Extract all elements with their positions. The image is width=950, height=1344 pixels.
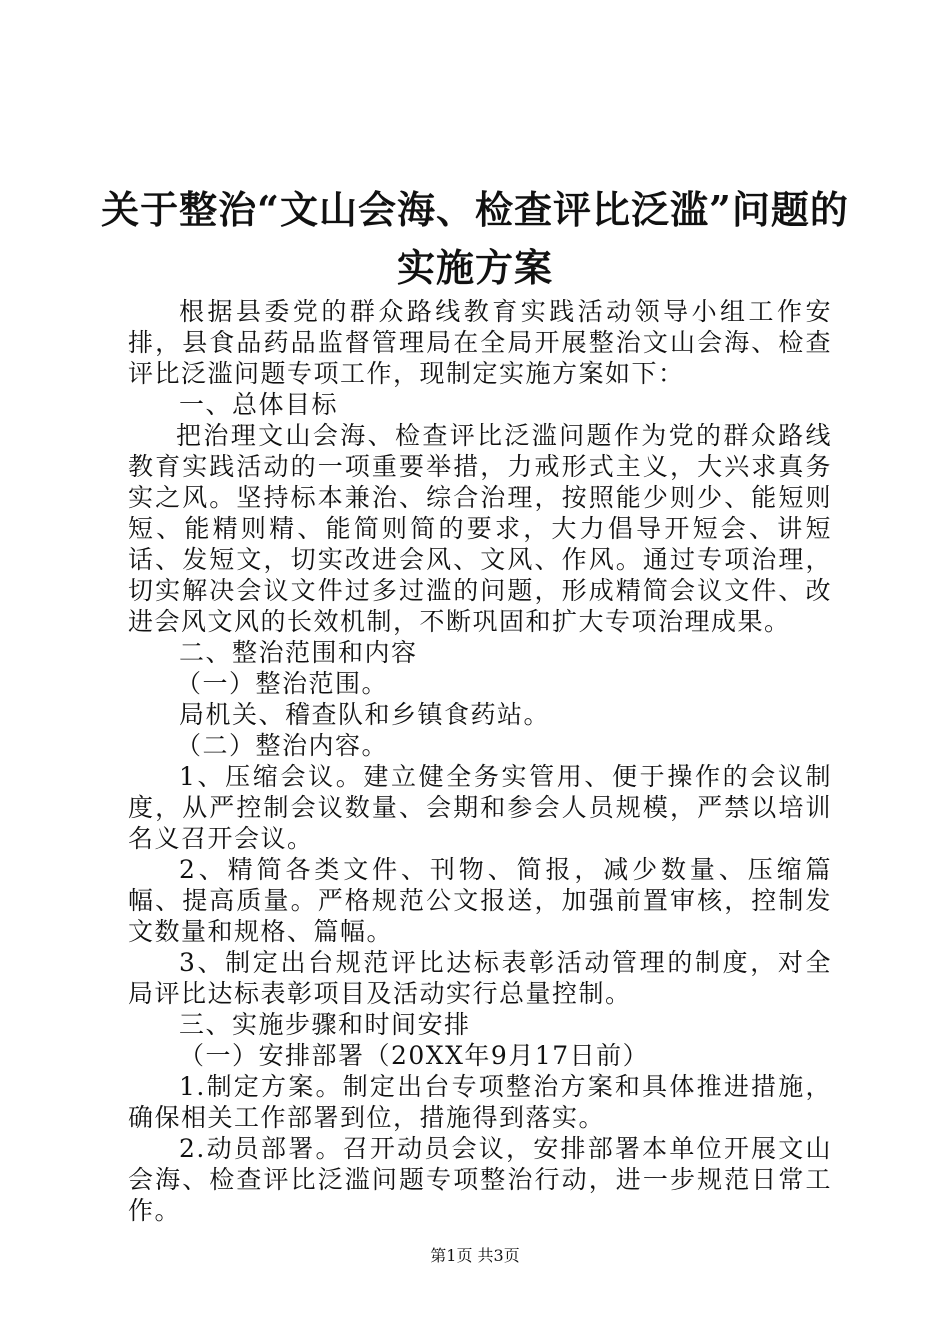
document-title-line-1: 关于整治“文山会海、检查评比泛滥”问题的 (101, 187, 849, 232)
scope-paragraph: 局机关、稽查队和乡镇食药站。 (179, 700, 551, 729)
step-item-1: 1.制定方案。制定出台专项整治方案和具体推进措施，确保相关工作部署到位，措施得到落实。 (128, 1072, 832, 1132)
section-heading-1: 一、总体目标 (179, 390, 339, 419)
subsection-heading-deployment: （一）安排部署（20XX年9月17日前） (179, 1041, 650, 1070)
document-body (128, 296, 832, 1226)
intro-paragraph: 根据县委党的群众路线教育实践活动领导小组工作安排，县食品药品监督管理局在全局开展整治文山会海、检查评比泛滥问题专项工作，现制定实施方案如下： (128, 297, 832, 388)
document-title-line-2: 实施方案 (396, 245, 553, 290)
page-number-footer: 第1页 共3页 (430, 1246, 520, 1265)
content-item-1: 1、压缩会议。建立健全务实管用、便于操作的会议制度，从严控制会议数量、会期和参会人员规模，严禁以培训名义召开会议。 (128, 762, 832, 853)
step-item-2: 2.动员部署。召开动员会议，安排部署本单位开展文山会海、检查评比泛滥问题专项整治行动，进一步规范日常工作。 (128, 1134, 832, 1225)
content-item-2: 2、精简各类文件、刊物、简报，减少数量、压缩篇幅、提高质量。严格规范公文报送，加强前置审核，控制发文数量和规格、篇幅。 (128, 855, 832, 946)
section-heading-2: 二、整治范围和内容 (179, 638, 418, 667)
goal-paragraph: 把治理文山会海、检查评比泛滥问题作为党的群众路线教育实践活动的一项重要举措，力戒形式主义，大兴求真务实之风。坚持标本兼治、综合治理，按照能少则少、能短则短、能精则精、能简则简的要求，大力倡导开短会、讲短话、发短文，切实改进会风、文风、作风。通过专项治理，切实解决会议文件过多过滥的问题，形成精简会议文件、改进会风文风的长效机制，不断巩固和扩大专项治理成果。 (128, 421, 832, 636)
subsection-heading-content: （二）整治内容。 (176, 731, 389, 760)
content-item-3: 3、制定出台规范评比达标表彰活动管理的制度，对全局评比达标表彰项目及活动实行总量控制。 (128, 948, 832, 1008)
subsection-heading-scope: （一）整治范围。 (176, 669, 389, 698)
section-heading-3: 三、实施步骤和时间安排 (179, 1010, 471, 1039)
